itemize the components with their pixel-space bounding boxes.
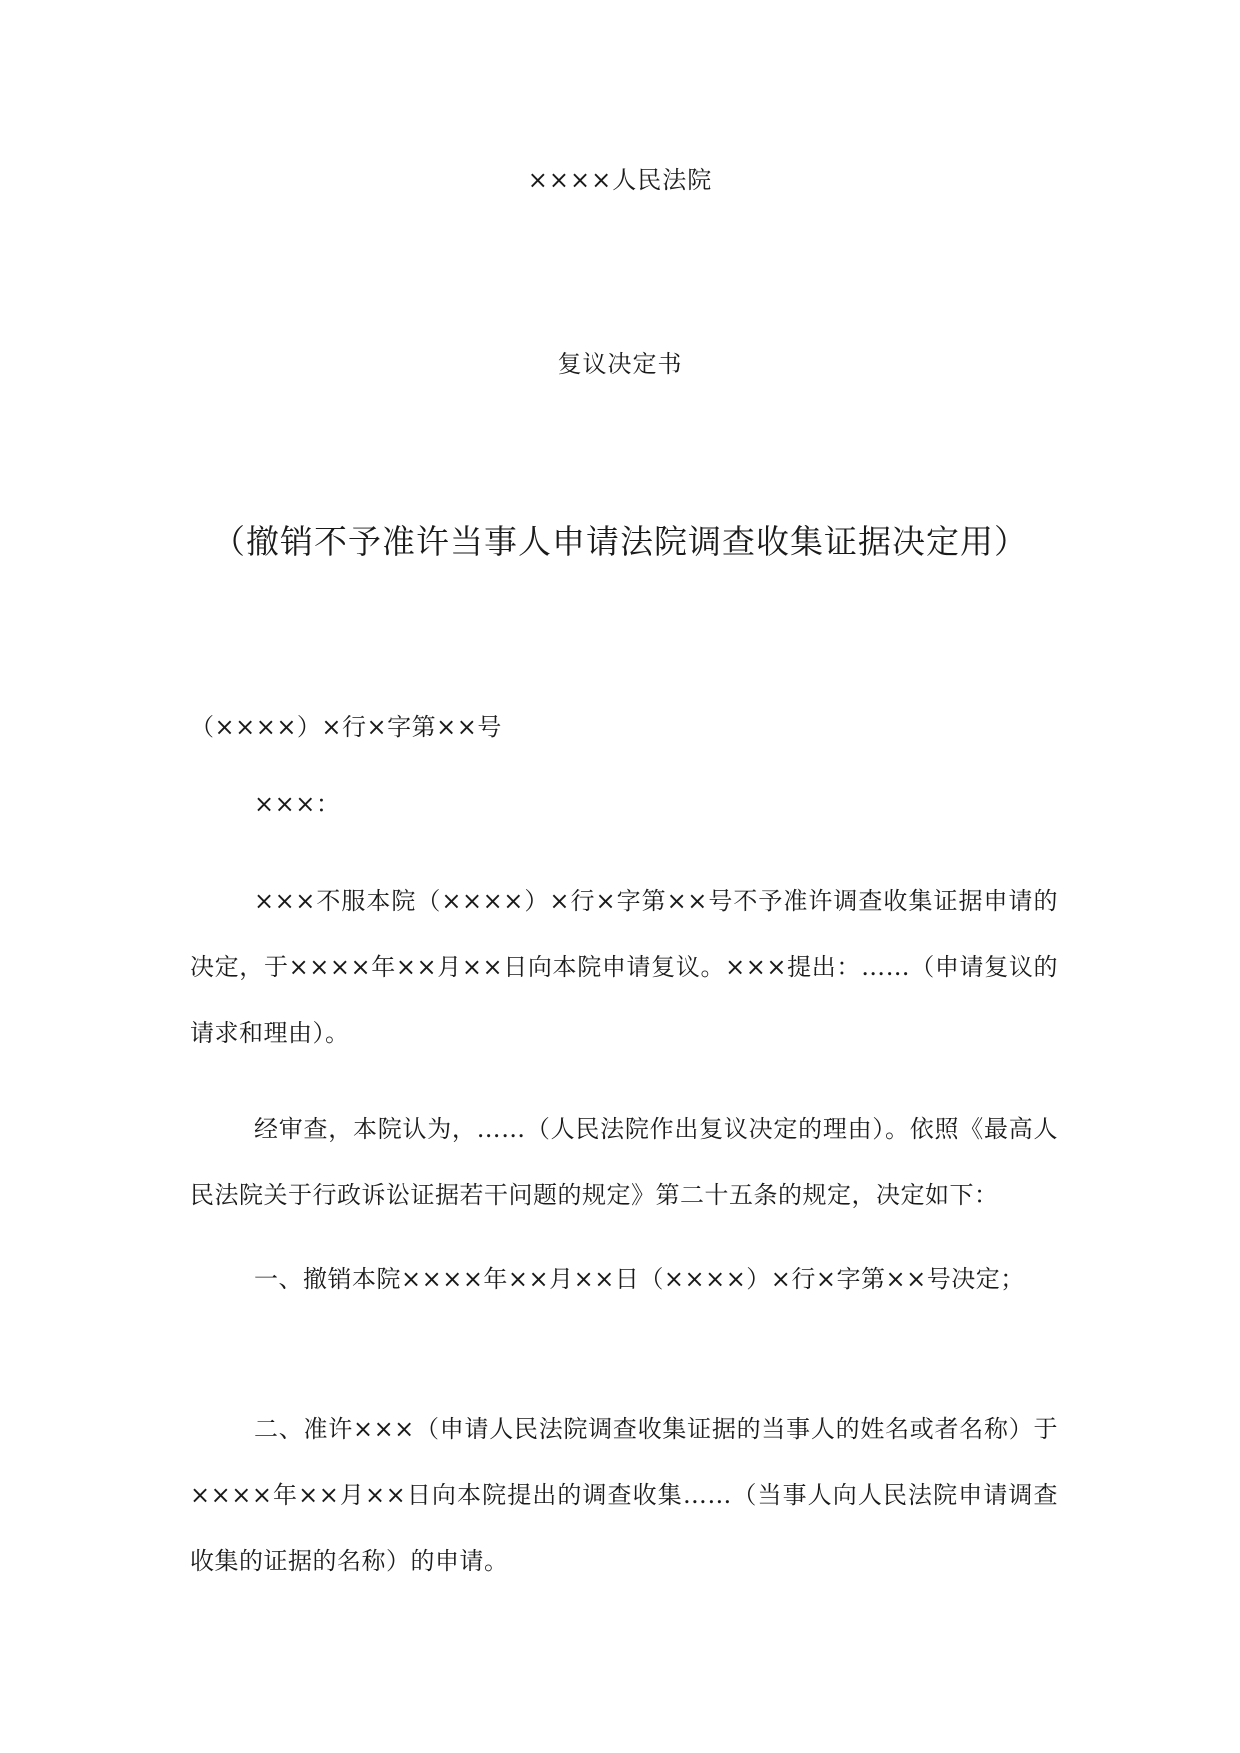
addressee: ×××：	[254, 790, 341, 818]
case-number: （××××）×行×字第××号	[190, 713, 502, 741]
paragraph-review: 经审查，本院认为，……（人民法院作出复议决定的理由）。依照《最高人民法院关于行政诉讼证据若干问题的规定》第二十五条的规定，决定如下：	[190, 1115, 1058, 1209]
paragraph-decision-1: 一、撤销本院××××年××月××日（××××）×行×字第××号决定；	[254, 1265, 1025, 1293]
paragraph-application: ×××不服本院（××××）×行×字第××号不予准许调查收集证据申请的决定，于××××年××月××日向本院申请复议。×××提出：……（申请复议的请求和理由）。	[190, 887, 1058, 1047]
document-title: 复议决定书	[557, 350, 683, 378]
court-name: ××××人民法院	[527, 166, 713, 194]
paragraph-decision-2: 二、准许×××（申请人民法院调查收集证据的当事人的姓名或者名称）于××××年××月××日向本院提出的调查收集……（当事人向人民法院申请调查收集的证据的名称）的申请。	[190, 1415, 1058, 1575]
document-subtitle: （撤销不予准许当事人申请法院调查收集证据决定用）	[212, 522, 1028, 561]
